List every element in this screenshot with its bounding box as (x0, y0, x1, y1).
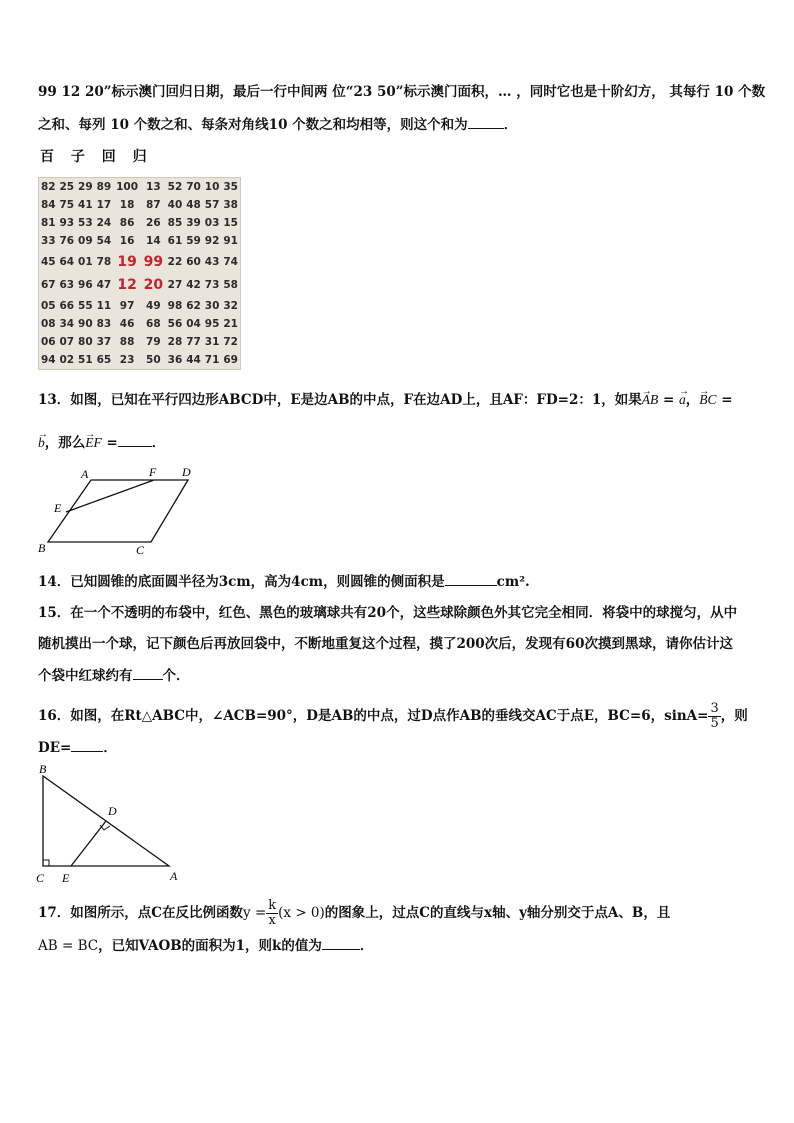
magic-square-row (39, 250, 240, 274)
magic-square-cell: 80 (78, 336, 93, 349)
magic-square-cell: 24 (96, 216, 112, 229)
q13-line-1 (38, 390, 733, 410)
magic-square-cell: 65 (96, 354, 112, 367)
magic-square-cell: 44 (186, 354, 201, 367)
magic-square-cell: 39 (186, 216, 201, 229)
q13-line-2 (38, 432, 165, 453)
q13-end: ． (151, 435, 166, 451)
q17-end: ． (359, 938, 374, 954)
magic-square-cell: 49 (146, 300, 161, 313)
q16-line-2-text: DE= (38, 740, 72, 756)
func-condition: (x > 0) (278, 905, 325, 921)
magic-square-cell: 57 (204, 198, 220, 211)
q16-text: 16．如图，在Rt△ABC中，∠ACB=90°，D是AB的中点，过D点作AB的垂线交AC于点E，BC=6，sinA= (38, 708, 709, 724)
vector-b: → b (38, 435, 45, 450)
answer-blank-17 (322, 935, 360, 950)
magic-square-cell: 89 (96, 180, 112, 193)
q14-unit: cm². (496, 574, 530, 590)
magic-square-cell: 52 (167, 180, 183, 193)
magic-square-row (39, 333, 240, 351)
magic-square-row (39, 196, 240, 214)
magic-square-row (39, 315, 240, 333)
q16-line-2 (38, 737, 117, 758)
magic-square-cell: 02 (59, 354, 75, 367)
q17-line-2-text: ，已知VAOB的面积为1，则k的值为 (98, 938, 322, 954)
right-angle-c (43, 860, 49, 866)
magic-square-cell: 98 (167, 300, 183, 313)
magic-square-cell: 73 (204, 279, 220, 292)
frac-denominator: 5 (710, 716, 719, 731)
magic-square-cell: 60 (186, 255, 201, 268)
magic-square-cell: 47 (96, 279, 112, 292)
magic-square-cell: 86 (119, 216, 135, 229)
q13-eq1: = (658, 392, 679, 408)
fraction-3-5 (708, 702, 720, 731)
magic-square-cell: 56 (167, 318, 183, 331)
magic-square-cell: 34 (59, 318, 75, 331)
magic-square-cell: 16 (119, 234, 135, 247)
magic-square-cell: 19 (117, 253, 137, 270)
vector-bc: → BC (699, 392, 716, 407)
magic-square-cell: 93 (59, 216, 75, 229)
segment-de (71, 821, 106, 866)
magic-square-cell: 78 (96, 255, 112, 268)
magic-square-cell: 90 (78, 318, 93, 331)
magic-square-cell: 64 (59, 255, 75, 268)
func-numerator: k (268, 898, 277, 913)
q16-end: ． (103, 740, 117, 756)
func-y: y = (243, 905, 267, 921)
q14-line (38, 571, 530, 592)
magic-square-cell: 62 (186, 300, 201, 313)
parallelogram-figure (36, 462, 198, 558)
magic-square-cell: 36 (167, 354, 183, 367)
q17-equation: AB = BC (38, 938, 99, 954)
frac-numerator: 3 (710, 701, 719, 716)
magic-square-cell: 88 (119, 336, 135, 349)
q15-line-3 (38, 665, 190, 686)
magic-square-caption: 百 子 回 归 (40, 149, 153, 165)
answer-blank-13 (118, 432, 152, 447)
right-triangle-figure (34, 760, 184, 888)
magic-square-cell: 27 (167, 279, 183, 292)
magic-square-cell: 51 (78, 354, 93, 367)
q15-line-3-end: 个． (162, 668, 190, 684)
magic-square-cell: 20 (143, 277, 164, 294)
magic-square-row (39, 214, 240, 232)
magic-square-image (38, 177, 241, 370)
magic-square-cell: 68 (146, 318, 161, 331)
magic-square-cell: 37 (96, 336, 112, 349)
label-b: B (38, 541, 46, 555)
magic-square-cell: 50 (146, 354, 161, 367)
magic-square-cell: 45 (40, 255, 56, 268)
q13-eq3: = (101, 435, 118, 451)
magic-square-cell: 46 (119, 318, 135, 331)
q17-after: 的图象上，过点C的直线与x轴、y轴分别交于点A、B，且 (324, 905, 671, 921)
q17-line-2 (38, 935, 373, 956)
magic-square-cell: 70 (186, 180, 201, 193)
magic-square-cell: 23 (119, 354, 135, 367)
q16-line-1 (38, 702, 748, 731)
magic-square-cell: 28 (167, 336, 183, 349)
magic-square-cell: 61 (167, 234, 183, 247)
magic-square-cell: 59 (186, 234, 201, 247)
label-a: A (81, 467, 89, 481)
label-b: B (39, 762, 47, 776)
magic-square-cell: 87 (146, 198, 161, 211)
magic-square-cell: 06 (40, 336, 56, 349)
vector-ef: → EF (85, 435, 102, 450)
magic-square-cell: 15 (223, 216, 238, 229)
magic-square-cell: 11 (96, 300, 112, 313)
magic-square-row (39, 351, 240, 369)
magic-square-cell: 09 (78, 234, 93, 247)
magic-square-row (39, 178, 240, 196)
answer-blank-12 (468, 114, 504, 129)
magic-square-cell: 04 (186, 318, 201, 331)
magic-square-cell: 22 (167, 255, 183, 268)
magic-square-cell: 79 (146, 336, 161, 349)
magic-square-cell: 81 (40, 216, 56, 229)
q15-line-1: 15．在一个不透明的布袋中，红色、黑色的玻璃球共有20个，这些球除颜色外其它完全相同．将袋中的球搅匀，从中 (38, 605, 738, 621)
magic-square-cell: 71 (204, 354, 220, 367)
magic-square-table (39, 178, 240, 369)
magic-square-cell: 94 (40, 354, 56, 367)
magic-square-cell: 54 (96, 234, 112, 247)
q17-text: 17．如图所示，点C在反比例函数 (38, 905, 244, 921)
q17-line-1 (38, 899, 670, 928)
magic-square-row (39, 274, 240, 298)
magic-square-cell: 55 (78, 300, 93, 313)
label-a: A (170, 869, 178, 883)
intro-line-1: 99 12 20”标示澳门回归日期，最后一行中间两 位“23 50”标示澳门面积，… ，同时它也是十阶幻方， 其每行 10 个数 (38, 84, 766, 100)
magic-square-cell: 77 (186, 336, 201, 349)
magic-square-cell: 96 (78, 279, 93, 292)
magic-square-cell: 18 (119, 198, 135, 211)
magic-square-cell: 97 (119, 300, 135, 313)
magic-square-cell: 10 (204, 180, 220, 193)
magic-square-cell: 12 (117, 277, 137, 294)
answer-blank-14 (445, 571, 497, 586)
answer-blank-15 (133, 665, 163, 680)
magic-square-cell: 63 (59, 279, 75, 292)
q13-eq2: = (716, 392, 733, 408)
answer-blank-16 (71, 737, 103, 752)
magic-square-cell: 38 (223, 198, 238, 211)
magic-square-cell: 08 (40, 318, 56, 331)
q14-text: 14．已知圆锥的底面圆半径为3cm，高为4cm，则圆锥的侧面积是 (38, 574, 445, 590)
magic-square-cell: 95 (204, 318, 220, 331)
magic-square-cell: 30 (204, 300, 220, 313)
magic-square-cell: 03 (204, 216, 220, 229)
magic-square-cell: 41 (78, 198, 93, 211)
magic-square-cell: 32 (223, 300, 238, 313)
intro-line-2 (38, 114, 517, 135)
fraction-k-x (266, 899, 278, 928)
label-d: D (108, 804, 117, 818)
magic-square-cell: 72 (223, 336, 238, 349)
vector-ab: → AB (642, 392, 659, 407)
magic-square-cell: 76 (59, 234, 75, 247)
vector-a: → a (679, 392, 686, 407)
magic-square-cell: 21 (223, 318, 238, 331)
intro-line-2-text: 之和、每列 10 个数之和、每条对角线10 个数之和均相等，则这个和为 (38, 117, 468, 133)
q15-line-3-text: 个袋中红球约有 (38, 668, 133, 684)
magic-square-cell: 99 (143, 253, 164, 270)
label-e: E (62, 871, 70, 885)
q13-sep: ， (685, 392, 700, 408)
magic-square-cell: 66 (59, 300, 75, 313)
label-d: D (182, 465, 191, 479)
q16-after: ，则 (720, 708, 748, 724)
magic-square-cell: 33 (40, 234, 56, 247)
magic-square-cell: 25 (59, 180, 75, 193)
magic-square-row (39, 232, 240, 250)
magic-square-cell: 83 (96, 318, 112, 331)
magic-square-cell: 85 (167, 216, 183, 229)
magic-square-cell: 67 (40, 279, 56, 292)
q15-line-2: 随机摸出一个球，记下颜色后再放回袋中，不断地重复这个过程，摸了200次后，发现有60次摸到黑球，请你估计这 (38, 636, 733, 652)
magic-square-row (39, 297, 240, 315)
intro-line-2-end: ． (503, 117, 518, 133)
magic-square-cell: 82 (40, 180, 56, 193)
magic-square-cell: 07 (59, 336, 75, 349)
magic-square-cell: 69 (223, 354, 238, 367)
label-e: E (54, 501, 62, 515)
magic-square-cell: 40 (167, 198, 183, 211)
magic-square-cell: 14 (146, 234, 161, 247)
func-denominator: x (268, 913, 276, 928)
magic-square-cell: 48 (186, 198, 201, 211)
magic-square-cell: 43 (204, 255, 220, 268)
magic-square-cell: 13 (146, 180, 161, 193)
magic-square-cell: 29 (78, 180, 93, 193)
magic-square-cell: 74 (223, 255, 238, 268)
magic-square-cell: 92 (204, 234, 220, 247)
label-f: F (149, 465, 157, 479)
magic-square-cell: 17 (96, 198, 112, 211)
magic-square-cell: 53 (78, 216, 93, 229)
q13-line-2-text: ，那么 (44, 435, 86, 451)
magic-square-cell: 91 (223, 234, 238, 247)
label-c: C (136, 543, 145, 557)
magic-square-cell: 42 (186, 279, 201, 292)
magic-square-cell: 35 (223, 180, 238, 193)
magic-square-cell: 58 (223, 279, 238, 292)
magic-square-cell: 01 (78, 255, 93, 268)
magic-square-cell: 05 (40, 300, 56, 313)
magic-square-cell: 100 (116, 180, 139, 193)
magic-square-cell: 75 (59, 198, 75, 211)
magic-square-cell: 26 (146, 216, 161, 229)
q13-text: 13．如图，已知在平行四边形ABCD中，E是边AB的中点，F在边AD上，且AF：FD=2：1，如果 (38, 392, 642, 408)
magic-square-cell: 31 (204, 336, 220, 349)
magic-square-cell: 84 (40, 198, 56, 211)
label-c: C (36, 871, 45, 885)
